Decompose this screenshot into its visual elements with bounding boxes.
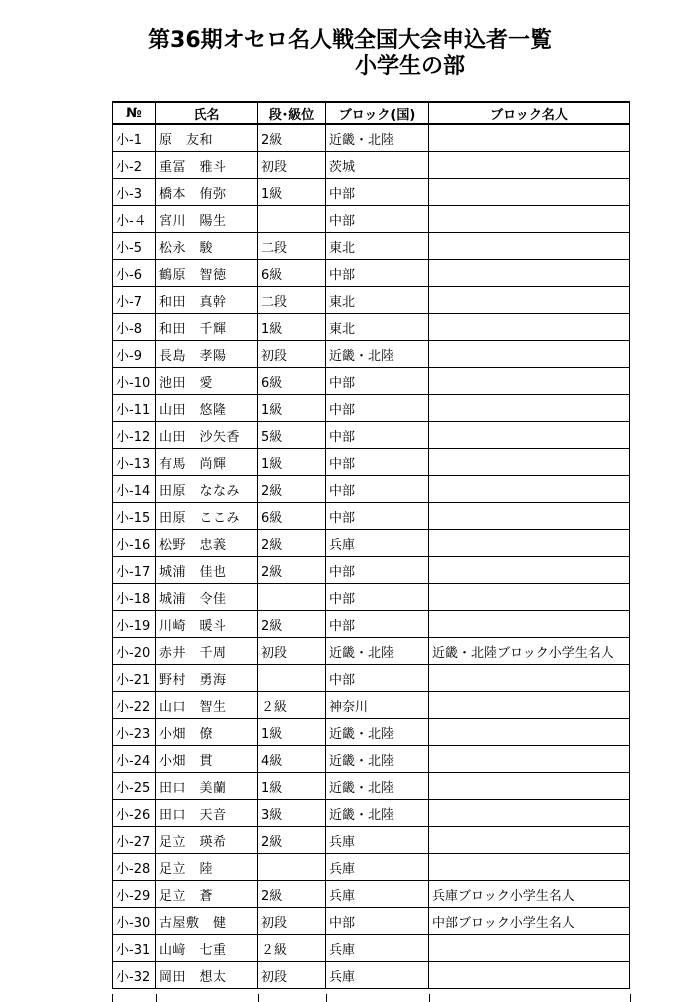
entry-number: 小-5 bbox=[113, 233, 156, 260]
player-name: 岡田 想太 bbox=[156, 962, 258, 989]
player-block: 中部 bbox=[326, 368, 429, 395]
player-name: 有馬 尚輝 bbox=[156, 449, 258, 476]
table-row bbox=[113, 692, 630, 719]
player-name: 和田 真幹 bbox=[156, 287, 258, 314]
player-rank: 1級 bbox=[258, 449, 326, 476]
table-row bbox=[113, 638, 630, 665]
player-rank: 初段 bbox=[258, 152, 326, 179]
player-name: 鶴原 智徳 bbox=[156, 260, 258, 287]
player-name: 田原 ここみ bbox=[156, 503, 258, 530]
player-rank: 6級 bbox=[258, 503, 326, 530]
player-name: 山口 智生 bbox=[156, 692, 258, 719]
entry-number: 小-30 bbox=[113, 908, 156, 935]
entry-number: 小-2 bbox=[113, 152, 156, 179]
entry-number: 小-3 bbox=[113, 179, 156, 206]
page-title: 第36期オセロ名人戦全国大会申込者一覧 bbox=[148, 28, 552, 53]
player-rank bbox=[258, 854, 326, 881]
player-block: 中部 bbox=[326, 584, 429, 611]
table-row bbox=[113, 449, 630, 476]
entry-number: 小-28 bbox=[113, 854, 156, 881]
player-block: 中部 bbox=[326, 449, 429, 476]
block-champion bbox=[429, 179, 630, 206]
block-champion bbox=[429, 746, 630, 773]
block-champion bbox=[429, 395, 630, 422]
player-rank: 1級 bbox=[258, 314, 326, 341]
player-name: 松野 忠義 bbox=[156, 530, 258, 557]
entry-number: 小-18 bbox=[113, 584, 156, 611]
block-champion bbox=[429, 503, 630, 530]
block-champion bbox=[429, 287, 630, 314]
player-block: 近畿・北陸 bbox=[326, 341, 429, 368]
player-rank: 2級 bbox=[258, 827, 326, 854]
table-row bbox=[113, 665, 630, 692]
block-champion: 近畿・北陸ブロック小学生名人 bbox=[429, 638, 630, 665]
block-champion bbox=[429, 152, 630, 179]
entry-number: 小-22 bbox=[113, 692, 156, 719]
block-champion bbox=[429, 422, 630, 449]
page-subtitle: 小学生の部 bbox=[355, 54, 466, 79]
entry-number: 小-10 bbox=[113, 368, 156, 395]
player-rank: 初段 bbox=[258, 638, 326, 665]
block-champion bbox=[429, 368, 630, 395]
entry-number: 小-29 bbox=[113, 881, 156, 908]
player-rank: 1級 bbox=[258, 395, 326, 422]
entry-number: 小-15 bbox=[113, 503, 156, 530]
player-block: 近畿・北陸 bbox=[326, 800, 429, 827]
player-name: 小畑 僚 bbox=[156, 719, 258, 746]
entry-number: 小-6 bbox=[113, 260, 156, 287]
player-block: 近畿・北陸 bbox=[326, 638, 429, 665]
block-champion bbox=[429, 314, 630, 341]
player-name: 山田 沙矢香 bbox=[156, 422, 258, 449]
header-name: 氏名 bbox=[156, 102, 258, 124]
player-block: 茨城 bbox=[326, 152, 429, 179]
player-block: 兵庫 bbox=[326, 881, 429, 908]
player-rank: 2級 bbox=[258, 476, 326, 503]
block-champion bbox=[429, 962, 630, 989]
header-row bbox=[113, 102, 630, 124]
player-block: 兵庫 bbox=[326, 530, 429, 557]
table-row bbox=[113, 152, 630, 179]
player-name: 宮川 陽生 bbox=[156, 206, 258, 233]
entry-number: 小-21 bbox=[113, 665, 156, 692]
table-continuation bbox=[112, 994, 630, 1002]
table-row bbox=[113, 476, 630, 503]
table-row bbox=[113, 179, 630, 206]
entry-number: 小-8 bbox=[113, 314, 156, 341]
table-row bbox=[113, 908, 630, 935]
block-champion bbox=[429, 557, 630, 584]
player-block: 中部 bbox=[326, 908, 429, 935]
player-name: 田口 天音 bbox=[156, 800, 258, 827]
table-row bbox=[113, 260, 630, 287]
table-row bbox=[113, 800, 630, 827]
entrants-table bbox=[112, 101, 630, 989]
player-name: 赤井 千周 bbox=[156, 638, 258, 665]
player-name: 原 友和 bbox=[156, 124, 258, 152]
player-rank: ２級 bbox=[258, 935, 326, 962]
entry-number: 小-26 bbox=[113, 800, 156, 827]
table-row bbox=[113, 368, 630, 395]
block-champion bbox=[429, 206, 630, 233]
table-row bbox=[113, 773, 630, 800]
block-champion bbox=[429, 692, 630, 719]
player-block: 神奈川 bbox=[326, 692, 429, 719]
player-rank: 2級 bbox=[258, 557, 326, 584]
table-row bbox=[113, 827, 630, 854]
player-block: 中部 bbox=[326, 179, 429, 206]
player-rank bbox=[258, 584, 326, 611]
player-rank: ２級 bbox=[258, 692, 326, 719]
player-block: 中部 bbox=[326, 611, 429, 638]
block-champion bbox=[429, 827, 630, 854]
player-rank bbox=[258, 665, 326, 692]
player-rank: 2級 bbox=[258, 881, 326, 908]
entry-number: 小-23 bbox=[113, 719, 156, 746]
entry-number: 小-16 bbox=[113, 530, 156, 557]
player-name: 小畑 貫 bbox=[156, 746, 258, 773]
block-champion: 中部ブロック小学生名人 bbox=[429, 908, 630, 935]
player-name: 田口 美蘭 bbox=[156, 773, 258, 800]
player-block: 東北 bbox=[326, 287, 429, 314]
player-rank: 2級 bbox=[258, 124, 326, 152]
player-block: 兵庫 bbox=[326, 854, 429, 881]
player-name: 重冨 雅斗 bbox=[156, 152, 258, 179]
entry-number: 小-25 bbox=[113, 773, 156, 800]
table-row bbox=[113, 233, 630, 260]
block-champion bbox=[429, 773, 630, 800]
table-row bbox=[113, 935, 630, 962]
player-block: 中部 bbox=[326, 260, 429, 287]
player-rank: 初段 bbox=[258, 908, 326, 935]
player-rank: 1級 bbox=[258, 719, 326, 746]
header-rank: 段･級位 bbox=[258, 102, 326, 124]
player-rank: 二段 bbox=[258, 287, 326, 314]
table-row bbox=[113, 962, 630, 989]
table-row bbox=[113, 719, 630, 746]
player-name: 古屋敷 健 bbox=[156, 908, 258, 935]
table-row bbox=[113, 881, 630, 908]
entry-number: 小-13 bbox=[113, 449, 156, 476]
player-block: 近畿・北陸 bbox=[326, 746, 429, 773]
table-row bbox=[113, 611, 630, 638]
player-block: 兵庫 bbox=[326, 962, 429, 989]
entry-number: 小-24 bbox=[113, 746, 156, 773]
block-champion bbox=[429, 854, 630, 881]
player-rank: 1級 bbox=[258, 773, 326, 800]
player-name: 田原 ななみ bbox=[156, 476, 258, 503]
player-block: 近畿・北陸 bbox=[326, 124, 429, 152]
block-champion bbox=[429, 260, 630, 287]
block-champion bbox=[429, 800, 630, 827]
player-rank: 二段 bbox=[258, 233, 326, 260]
player-block: 近畿・北陸 bbox=[326, 773, 429, 800]
player-name: 川崎 暖斗 bbox=[156, 611, 258, 638]
block-champion bbox=[429, 449, 630, 476]
table-row bbox=[113, 530, 630, 557]
entry-number: 小-12 bbox=[113, 422, 156, 449]
player-rank bbox=[258, 206, 326, 233]
player-block: 東北 bbox=[326, 233, 429, 260]
table-row bbox=[113, 314, 630, 341]
block-champion bbox=[429, 611, 630, 638]
entry-number: 小-19 bbox=[113, 611, 156, 638]
entry-number: 小-17 bbox=[113, 557, 156, 584]
player-name: 松永 駿 bbox=[156, 233, 258, 260]
player-rank: 1級 bbox=[258, 179, 326, 206]
player-name: 池田 愛 bbox=[156, 368, 258, 395]
header-block-champion: ブロック名人 bbox=[429, 102, 630, 124]
player-name: 城浦 令佳 bbox=[156, 584, 258, 611]
block-champion: 兵庫ブロック小学生名人 bbox=[429, 881, 630, 908]
player-block: 中部 bbox=[326, 206, 429, 233]
player-name: 山田 悠隆 bbox=[156, 395, 258, 422]
player-rank: 初段 bbox=[258, 962, 326, 989]
player-block: 兵庫 bbox=[326, 827, 429, 854]
table-row bbox=[113, 395, 630, 422]
block-champion bbox=[429, 719, 630, 746]
table-row bbox=[113, 287, 630, 314]
player-block: 中部 bbox=[326, 476, 429, 503]
player-rank: 3級 bbox=[258, 800, 326, 827]
player-block: 中部 bbox=[326, 422, 429, 449]
block-champion bbox=[429, 476, 630, 503]
player-name: 足立 瑛希 bbox=[156, 827, 258, 854]
player-name: 城浦 佳也 bbox=[156, 557, 258, 584]
table-row bbox=[113, 124, 630, 152]
entry-number: 小-31 bbox=[113, 935, 156, 962]
player-name: 和田 千輝 bbox=[156, 314, 258, 341]
player-block: 中部 bbox=[326, 395, 429, 422]
player-name: 長島 孝陽 bbox=[156, 341, 258, 368]
block-champion bbox=[429, 935, 630, 962]
player-rank: 6級 bbox=[258, 368, 326, 395]
entry-number: 小-7 bbox=[113, 287, 156, 314]
player-rank: 2級 bbox=[258, 611, 326, 638]
player-block: 東北 bbox=[326, 314, 429, 341]
header-block: ブロック(国) bbox=[326, 102, 429, 124]
table-row bbox=[113, 341, 630, 368]
table-row bbox=[113, 422, 630, 449]
player-block: 中部 bbox=[326, 665, 429, 692]
block-champion bbox=[429, 233, 630, 260]
player-rank: 2級 bbox=[258, 530, 326, 557]
table-row bbox=[113, 206, 630, 233]
table-row bbox=[113, 503, 630, 530]
block-champion bbox=[429, 665, 630, 692]
player-name: 足立 陸 bbox=[156, 854, 258, 881]
entry-number: 小-４ bbox=[113, 206, 156, 233]
table-row bbox=[113, 746, 630, 773]
header-number: № bbox=[113, 102, 156, 124]
entry-number: 小-27 bbox=[113, 827, 156, 854]
player-block: 中部 bbox=[326, 557, 429, 584]
block-champion bbox=[429, 124, 630, 152]
player-block: 兵庫 bbox=[326, 935, 429, 962]
player-block: 中部 bbox=[326, 503, 429, 530]
player-name: 野村 勇海 bbox=[156, 665, 258, 692]
table-row bbox=[113, 584, 630, 611]
entry-number: 小-20 bbox=[113, 638, 156, 665]
block-champion bbox=[429, 584, 630, 611]
player-rank: 6級 bbox=[258, 260, 326, 287]
block-champion bbox=[429, 530, 630, 557]
player-name: 橋本 侑弥 bbox=[156, 179, 258, 206]
player-name: 足立 蒼 bbox=[156, 881, 258, 908]
block-champion bbox=[429, 341, 630, 368]
table-row bbox=[113, 854, 630, 881]
entry-number: 小-1 bbox=[113, 124, 156, 152]
player-rank: 5級 bbox=[258, 422, 326, 449]
table-row bbox=[113, 557, 630, 584]
player-name: 山﨑 七重 bbox=[156, 935, 258, 962]
player-block: 近畿・北陸 bbox=[326, 719, 429, 746]
player-rank: 4級 bbox=[258, 746, 326, 773]
entry-number: 小-32 bbox=[113, 962, 156, 989]
entry-number: 小-14 bbox=[113, 476, 156, 503]
entry-number: 小-9 bbox=[113, 341, 156, 368]
player-rank: 初段 bbox=[258, 341, 326, 368]
entry-number: 小-11 bbox=[113, 395, 156, 422]
